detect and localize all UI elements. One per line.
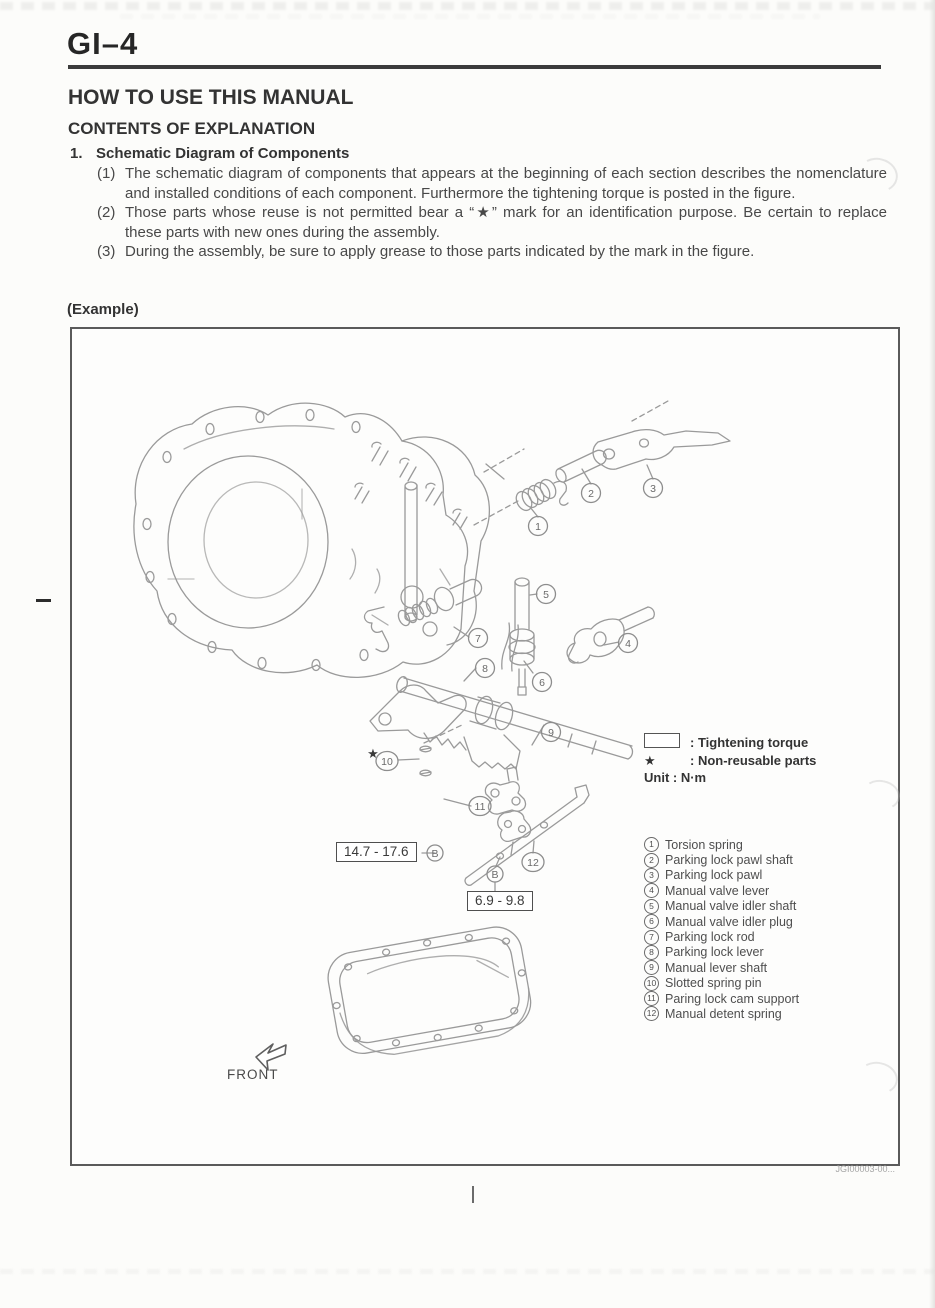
paragraph-2-text: Those parts whose reuse is not permitted bear a “★” mark for an identification purpose. Be certain to replace these parts with new ones during the assembly. — [125, 204, 887, 241]
list-item — [644, 1006, 799, 1021]
paragraph-2-number: (2) — [97, 204, 116, 221]
list-item — [644, 929, 799, 944]
part-7-number: 7 — [644, 930, 659, 945]
bolt-callout-b1: B — [431, 848, 439, 860]
parts-list — [644, 837, 799, 1022]
part-11-name: Paring lock cam support — [665, 991, 800, 1006]
callout-2: 2 — [588, 488, 594, 500]
registration-dash — [36, 599, 51, 602]
part-8-number: 8 — [644, 945, 659, 960]
part-3-pawl-drawing — [593, 430, 730, 470]
torque-value-box-1: 14.7 - 17.6 — [336, 842, 417, 862]
paragraph-1-text: The schematic diagram of components that appears at the beginning of each section describes the nomenclature and installed conditions of each component. Furthermore the tightening torque is posted in the figure. — [125, 165, 887, 202]
item-number: 1. — [70, 145, 83, 162]
part-1-number: 1 — [644, 837, 659, 852]
part-12-name: Manual detent spring — [665, 1006, 782, 1021]
page-edge-shadow — [929, 0, 935, 1308]
list-item — [644, 852, 799, 867]
example-label: (Example) — [67, 301, 139, 318]
list-item — [644, 960, 799, 975]
paragraph-2 — [97, 203, 887, 242]
header-rule — [68, 65, 881, 69]
list-item — [644, 899, 799, 914]
torque-value-box-2: 6.9 - 9.8 — [467, 891, 533, 911]
list-item — [644, 945, 799, 960]
figure-code: JGI00003-00... — [835, 1164, 895, 1174]
bolt-callout-b2: B — [491, 869, 499, 881]
example-figure — [70, 327, 900, 1166]
callout-5: 5 — [543, 589, 549, 601]
part-4-valve-lever-drawing — [567, 607, 654, 663]
part-5-name: Manual valve idler shaft — [665, 899, 797, 914]
callout-11: 11 — [474, 801, 486, 813]
part-5-number: 5 — [644, 899, 659, 914]
legend-unit-row — [644, 769, 816, 786]
star-icon: ★ — [644, 753, 656, 768]
part-2-pawl-shaft-drawing — [554, 450, 606, 483]
figure-legend — [644, 733, 816, 786]
dashed-leader-lines — [424, 401, 668, 743]
paragraph-1 — [97, 164, 887, 203]
paragraph-3-number: (3) — [97, 243, 116, 260]
callout-9: 9 — [548, 727, 554, 739]
scan-noise-top — [0, 2, 935, 10]
part-4-name: Manual valve lever — [665, 883, 770, 898]
section-heading: CONTENTS OF EXPLANATION — [68, 119, 316, 138]
part-3-name: Parking lock pawl — [665, 868, 763, 883]
body-paragraphs — [97, 164, 887, 262]
item-title: Schematic Diagram of Components — [96, 145, 350, 162]
torque-box-icon — [644, 733, 680, 748]
part-9-name: Manual lever shaft — [665, 960, 768, 975]
part-8-lock-lever-drawing — [370, 685, 466, 750]
part-10-number: 10 — [644, 976, 659, 991]
legend-star-label: : Non-reusable parts — [690, 753, 817, 768]
part-7-name: Parking lock rod — [665, 930, 755, 945]
part-2-name: Parking lock pawl shaft — [665, 853, 793, 868]
legend-torque-row — [644, 733, 816, 752]
part-8-name: Parking lock lever — [665, 945, 764, 960]
part-6-name: Manual valve idler plug — [665, 914, 793, 929]
callout-6: 6 — [539, 677, 545, 689]
paragraph-1-number: (1) — [97, 165, 116, 182]
transmission-case-drawing — [134, 403, 489, 677]
part-10-name: Slotted spring pin — [665, 976, 762, 991]
callout-1: 1 — [535, 521, 541, 533]
list-item — [644, 991, 799, 1006]
callout-8: 8 — [482, 663, 488, 675]
oil-pan-drawing — [324, 923, 536, 1063]
alignment-tick — [472, 1186, 474, 1203]
paragraph-3-text: During the assembly, be sure to apply grease to those parts indicated by the mark in the figure. — [125, 243, 755, 260]
part-3-number: 3 — [644, 868, 659, 883]
paragraph-3 — [97, 242, 887, 262]
part-6-number: 6 — [644, 914, 659, 929]
callout-12: 12 — [527, 857, 539, 869]
item-heading — [70, 145, 349, 162]
callout-10: 10 — [381, 756, 393, 768]
star-mark-part-10: ★ — [367, 746, 379, 761]
front-label: FRONT — [227, 1067, 279, 1082]
legend-torque-label: : Tightening torque — [690, 735, 809, 750]
part-10-spring-pin-drawing — [420, 746, 431, 776]
legend-star-row — [644, 752, 816, 769]
part-9-number: 9 — [644, 960, 659, 975]
page-number: GI–4 — [67, 26, 139, 61]
part-4-number: 4 — [644, 883, 659, 898]
scan-noise-bottom — [0, 1269, 935, 1274]
list-item — [644, 837, 799, 852]
callout-4: 4 — [625, 638, 631, 650]
part-12-number: 12 — [644, 1006, 659, 1021]
list-item — [644, 976, 799, 991]
list-item — [644, 883, 799, 898]
part-1-name: Torsion spring — [665, 837, 743, 852]
scan-noise-top-2 — [120, 14, 820, 19]
list-item — [644, 868, 799, 883]
callout-7: 7 — [475, 633, 481, 645]
part-11-number: 11 — [644, 991, 659, 1006]
page-title: HOW TO USE THIS MANUAL — [68, 86, 354, 109]
part-11-cam-support-drawing — [485, 767, 530, 855]
list-item — [644, 914, 799, 929]
callout-3: 3 — [650, 483, 656, 495]
part-2-number: 2 — [644, 853, 659, 868]
legend-unit-label: Unit : N·m — [644, 770, 707, 785]
